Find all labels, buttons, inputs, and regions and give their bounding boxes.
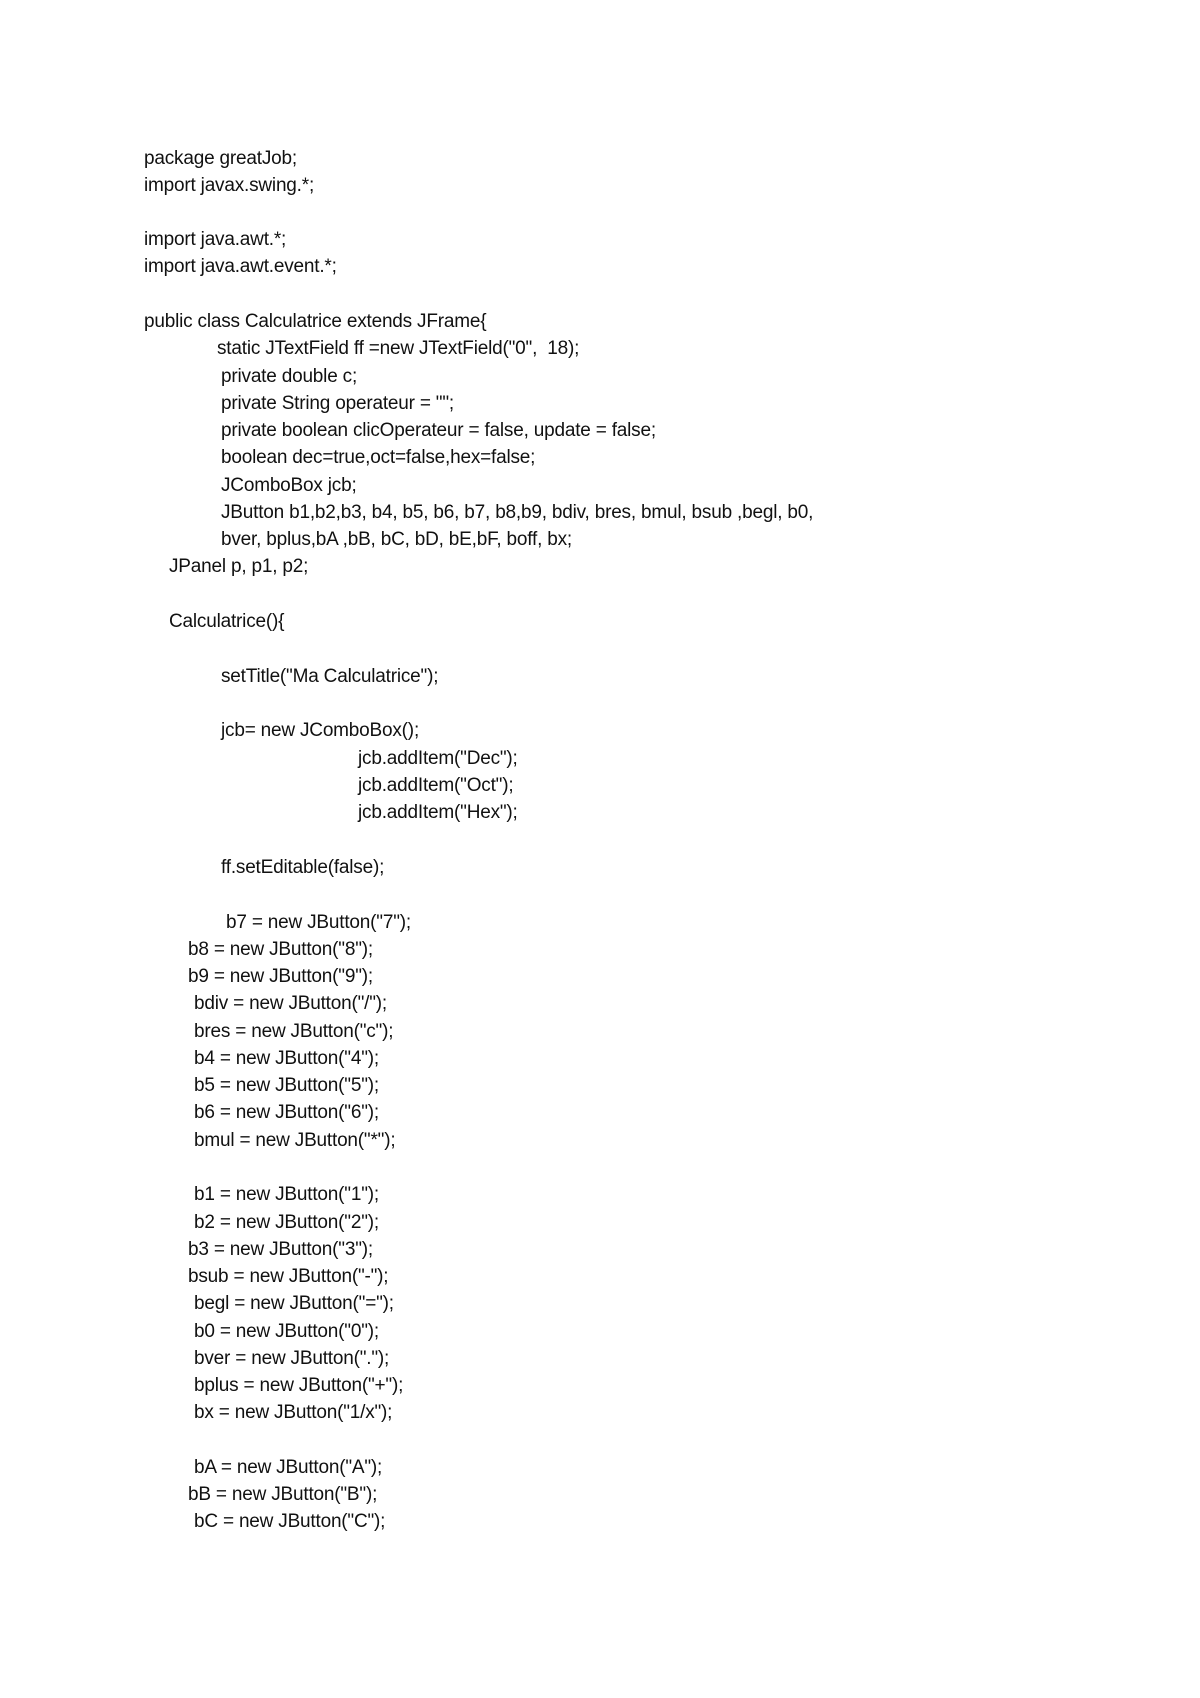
code-line: public class Calculatrice extends JFrame{ [144, 311, 487, 332]
code-line: static JTextField ff =new JTextField("0", 18); [217, 338, 580, 359]
code-line: begl = new JButton("="); [194, 1293, 394, 1314]
code-line: import java.awt.*; [144, 229, 287, 250]
code-line: b2 = new JButton("2"); [194, 1212, 379, 1233]
code-line: b7 = new JButton("7"); [226, 912, 411, 933]
code-line: private boolean clicOperateur = false, update = false; [221, 420, 656, 441]
code-line: ff.setEditable(false); [221, 857, 385, 878]
code-line: bB = new JButton("B"); [188, 1484, 378, 1505]
code-line: setTitle("Ma Calculatrice"); [221, 666, 439, 687]
code-line: JPanel p, p1, p2; [169, 556, 309, 577]
code-line: private String operateur = ""; [221, 393, 454, 414]
code-line: bA = new JButton("A"); [194, 1457, 383, 1478]
code-line: JComboBox jcb; [221, 475, 357, 496]
code-line: bres = new JButton("c"); [194, 1021, 394, 1042]
code-line: b6 = new JButton("6"); [194, 1102, 379, 1123]
code-line: bplus = new JButton("+"); [194, 1375, 404, 1396]
code-line: boolean dec=true,oct=false,hex=false; [221, 447, 536, 468]
code-line: bx = new JButton("1/x"); [194, 1402, 393, 1423]
code-line: import javax.swing.*; [144, 175, 315, 196]
code-line: bver, bplus,bA ,bB, bC, bD, bE,bF, boff, bx; [221, 529, 573, 550]
code-line: Calculatrice(){ [169, 611, 285, 632]
code-line: b4 = new JButton("4"); [194, 1048, 379, 1069]
code-line: b3 = new JButton("3"); [188, 1239, 373, 1260]
code-line: b9 = new JButton("9"); [188, 966, 373, 987]
code-line: bsub = new JButton("-"); [188, 1266, 389, 1287]
code-line: b5 = new JButton("5"); [194, 1075, 379, 1096]
code-line: jcb= new JComboBox(); [221, 720, 420, 741]
code-line: b8 = new JButton("8"); [188, 939, 373, 960]
code-line: b0 = new JButton("0"); [194, 1321, 379, 1342]
code-line: jcb.addItem("Dec"); [358, 748, 518, 769]
code-line: bver = new JButton("."); [194, 1348, 390, 1369]
code-line: jcb.addItem("Hex"); [358, 802, 518, 823]
code-line: JButton b1,b2,b3, b4, b5, b6, b7, b8,b9, bdiv, bres, bmul, bsub ,begl, b0, [221, 502, 814, 523]
code-line: import java.awt.event.*; [144, 256, 337, 277]
code-line: bdiv = new JButton("/"); [194, 993, 387, 1014]
code-line: package greatJob; [144, 148, 297, 169]
code-line: jcb.addItem("Oct"); [358, 775, 514, 796]
code-line: private double c; [221, 366, 358, 387]
code-line: bC = new JButton("C"); [194, 1511, 386, 1532]
code-line: bmul = new JButton("*"); [194, 1130, 396, 1151]
code-line: b1 = new JButton("1"); [194, 1184, 379, 1205]
